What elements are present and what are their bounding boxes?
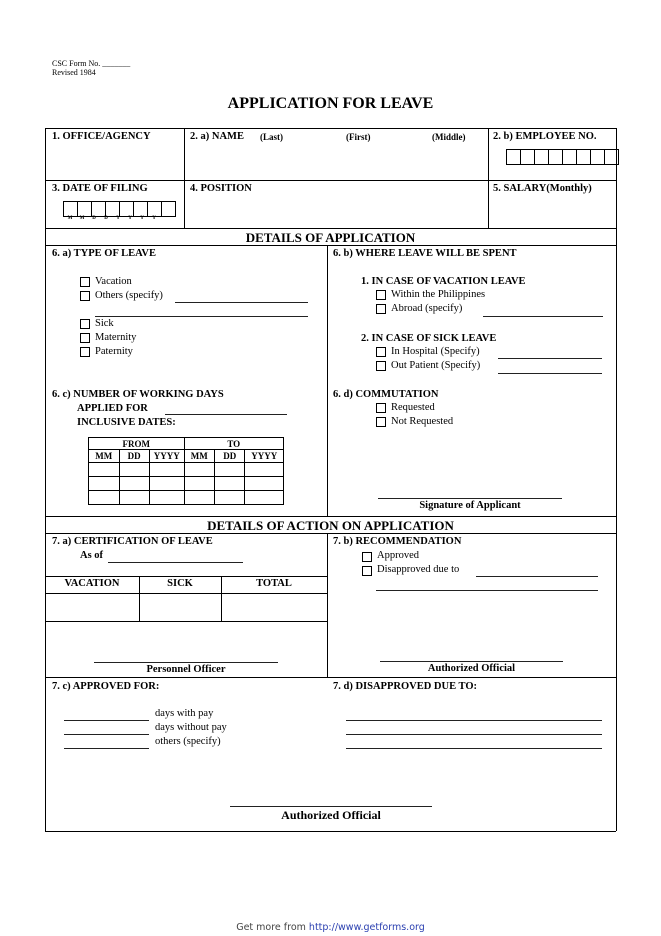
days-with-pay-line[interactable] — [64, 720, 149, 721]
date-letter: M — [67, 216, 73, 221]
sick-credit-cell[interactable] — [140, 594, 220, 620]
others-specify-approved-line[interactable] — [64, 748, 149, 749]
sick-column-header: SICK — [167, 578, 193, 589]
to-header: TO — [184, 438, 283, 450]
applied-for-line[interactable] — [165, 414, 287, 415]
requested-option: Requested — [391, 402, 435, 413]
applied-for-label: APPLIED FOR — [77, 403, 148, 414]
abroad-specify-line[interactable] — [483, 316, 603, 317]
date-letter: D — [92, 216, 96, 221]
recommendation-label: 7. b) RECOMMENDATION — [333, 536, 462, 547]
details-application-heading: DETAILS OF APPLICATION — [245, 230, 416, 245]
in-hospital-checkbox[interactable] — [376, 347, 386, 357]
personnel-officer-signature-line[interactable] — [94, 662, 278, 663]
disapproved-reason-line-2[interactable] — [376, 590, 598, 591]
paternity-checkbox[interactable] — [80, 347, 90, 357]
paternity-option: Paternity — [95, 346, 133, 357]
others-option: Others (specify) — [95, 290, 163, 301]
form-number: CSC Form No. _______ — [52, 59, 131, 68]
within-philippines-checkbox[interactable] — [376, 290, 386, 300]
vacation-option: Vacation — [95, 276, 132, 287]
disapproval-reason-line[interactable] — [346, 734, 602, 735]
date-col-header: MM — [89, 450, 120, 463]
maternity-option: Maternity — [95, 332, 137, 343]
salary-label: 5. SALARY(Monthly) — [493, 183, 592, 194]
name-first-label: (First) — [346, 132, 371, 142]
approved-checkbox[interactable] — [362, 552, 372, 562]
inclusive-dates-table — [88, 437, 284, 505]
approved-for-label: 7. c) APPROVED FOR: — [52, 681, 160, 692]
date-col-header: MM — [184, 450, 215, 463]
abroad-checkbox[interactable] — [376, 304, 386, 314]
final-signature-line[interactable] — [230, 806, 432, 807]
where-spent-label: 6. b) WHERE LEAVE WILL BE SPENT — [333, 248, 517, 259]
vacation-credit-cell[interactable] — [46, 594, 138, 620]
out-patient-option: Out Patient (Specify) — [391, 360, 481, 371]
date-of-filing-boxes[interactable] — [64, 201, 176, 217]
disapproval-reason-line[interactable] — [346, 720, 602, 721]
name-middle-label: (Middle) — [432, 132, 466, 142]
date-col-header: DD — [119, 450, 149, 463]
disapproved-due-to-label: 7. d) DISAPPROVED DUE TO: — [333, 681, 478, 692]
inclusive-dates-label: INCLUSIVE DATES: — [77, 417, 176, 428]
footer-link[interactable]: http://www.getforms.org — [308, 922, 425, 933]
vacation-checkbox[interactable] — [80, 277, 90, 287]
date-letter: D — [104, 216, 108, 221]
employee-no-label: 2. b) EMPLOYEE NO. — [493, 131, 597, 142]
page-title: APPLICATION FOR LEAVE — [227, 95, 434, 112]
table-row[interactable] — [89, 491, 284, 505]
abroad-option: Abroad (specify) — [391, 303, 463, 314]
maternity-checkbox[interactable] — [80, 333, 90, 343]
total-column-header: TOTAL — [256, 578, 292, 589]
days-with-pay-label: days with pay — [155, 708, 214, 719]
out-patient-specify-line[interactable] — [498, 373, 602, 374]
others-specify-line-2[interactable] — [95, 316, 308, 317]
vacation-case-heading: 1. IN CASE OF VACATION LEAVE — [361, 276, 526, 287]
commutation-label: 6. d) COMMUTATION — [333, 389, 439, 400]
date-of-filing-label: 3. DATE OF FILING — [52, 183, 148, 194]
applicant-signature-line[interactable] — [378, 498, 562, 499]
disapproval-reason-line[interactable] — [346, 748, 602, 749]
date-letter: M — [79, 216, 85, 221]
footer — [0, 922, 661, 933]
date-letter: Y — [140, 216, 144, 221]
days-without-pay-label: days without pay — [155, 722, 227, 733]
disapproved-checkbox[interactable] — [362, 566, 372, 576]
out-patient-checkbox[interactable] — [376, 361, 386, 371]
date-col-header: DD — [215, 450, 245, 463]
name-label: 2. a) NAME — [190, 131, 244, 142]
approved-option: Approved — [377, 550, 419, 561]
not-requested-checkbox[interactable] — [376, 417, 386, 427]
personnel-officer: Personnel Officer — [146, 664, 226, 675]
working-days-label: 6. c) NUMBER OF WORKING DAYS — [52, 389, 224, 400]
footer-text: Get more from — [236, 922, 306, 933]
table-row[interactable] — [89, 477, 284, 491]
in-hospital-option: In Hospital (Specify) — [391, 346, 480, 357]
not-requested-option: Not Requested — [391, 416, 454, 427]
name-last-label: (Last) — [260, 132, 283, 142]
date-letter: Y — [128, 216, 132, 221]
recommendation-signature-line[interactable] — [380, 661, 563, 662]
signature-of-applicant: Signature of Applicant — [419, 500, 521, 511]
within-philippines-option: Within the Philippines — [391, 289, 486, 300]
date-letter: Y — [116, 216, 120, 221]
vacation-column-header: VACATION — [64, 578, 120, 589]
date-format-letters — [64, 216, 160, 221]
table-row[interactable] — [89, 463, 284, 477]
position-label: 4. POSITION — [190, 183, 252, 194]
days-without-pay-line[interactable] — [64, 734, 149, 735]
others-specify-line[interactable] — [175, 302, 308, 303]
disapproved-reason-line[interactable] — [476, 576, 598, 577]
as-of-line[interactable] — [108, 562, 243, 563]
disapproved-option: Disapproved due to — [377, 564, 460, 575]
sick-checkbox[interactable] — [80, 319, 90, 329]
certification-label: 7. a) CERTIFICATION OF LEAVE — [52, 536, 213, 547]
details-action-heading: DETAILS OF ACTION ON APPLICATION — [207, 518, 454, 533]
from-header: FROM — [89, 438, 185, 450]
authorized-official-recommendation: Authorized Official — [427, 663, 516, 674]
authorized-official-final: Authorized Official — [281, 808, 381, 822]
as-of-label: As of — [80, 550, 104, 561]
requested-checkbox[interactable] — [376, 403, 386, 413]
date-col-header: YYYY — [149, 450, 184, 463]
type-of-leave-label: 6. a) TYPE OF LEAVE — [52, 248, 156, 259]
sick-case-heading: 2. IN CASE OF SICK LEAVE — [361, 333, 497, 344]
date-col-header: YYYY — [245, 450, 284, 463]
others-specify-approved-label: others (specify) — [155, 736, 221, 747]
in-hospital-specify-line[interactable] — [498, 358, 602, 359]
sick-option: Sick — [95, 318, 114, 329]
others-checkbox[interactable] — [80, 291, 90, 301]
revised-year: Revised 1984 — [52, 68, 96, 77]
employee-no-boxes[interactable] — [507, 149, 619, 165]
total-credit-cell[interactable] — [222, 594, 326, 620]
date-letter: Y — [152, 216, 156, 221]
office-agency-label: 1. OFFICE/AGENCY — [52, 131, 151, 142]
